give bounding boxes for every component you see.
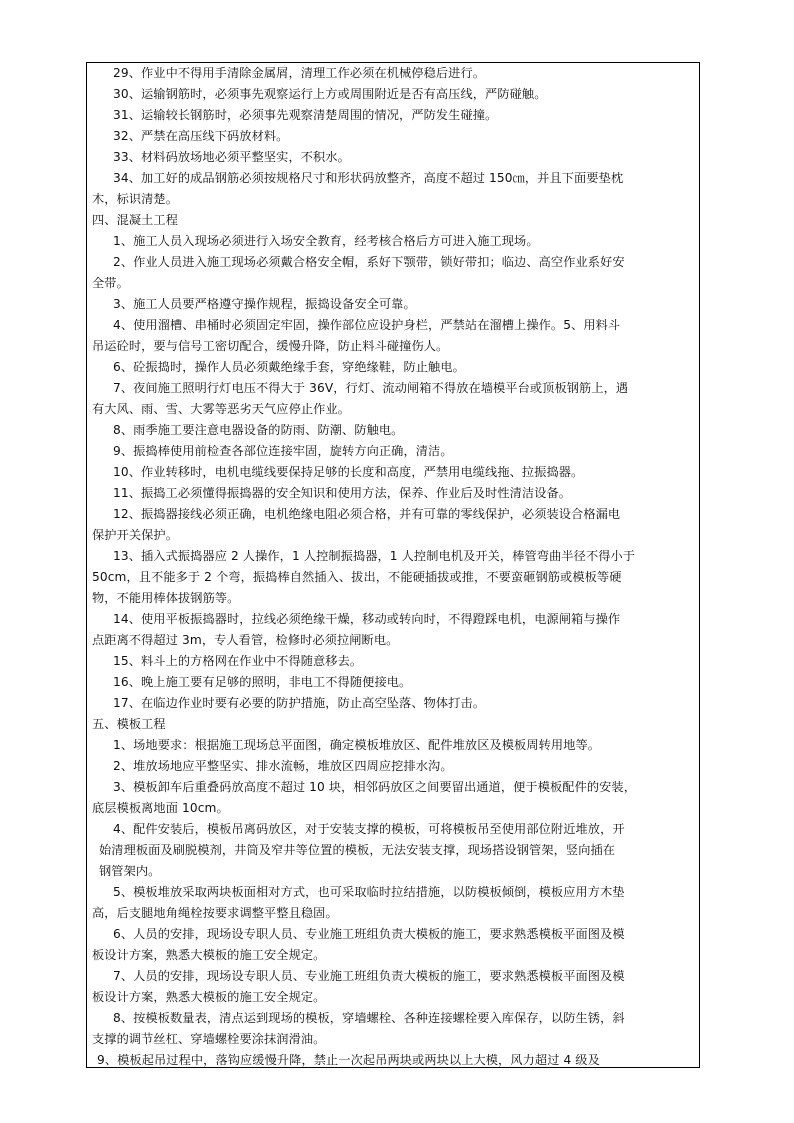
line-text: 17、在临边作业时要有必要的防护措施，防止高空坠落、物体打击。 xyxy=(113,696,486,710)
text-line xyxy=(87,882,727,902)
text-line xyxy=(87,966,727,986)
text-line xyxy=(87,84,727,104)
line-text: 底层模板离地面 10cm。 xyxy=(92,801,229,815)
text-line xyxy=(87,525,706,545)
text-line xyxy=(87,147,727,167)
line-text: 11、振捣工必须懂得振捣器的安全知识和使用方法，保养、作业后及时性清洁设备。 xyxy=(113,486,572,500)
text-line xyxy=(87,378,727,398)
text-line xyxy=(87,294,727,314)
line-text: 32、严禁在高压线下码放材料。 xyxy=(113,129,289,143)
line-text: 13、插入式振捣器应 2 人操作，1 人控制振捣器，1 人控制电机及开关，棒管弯曲半径不得小于 xyxy=(113,549,636,563)
line-text: 3、施工人员要严格遵守操作规程，振捣设备安全可靠。 xyxy=(113,297,416,311)
line-text: 12、振捣器接线必须正确，电机绝缘电阻必须合格，并有可靠的零线保护，必须装设合格漏电 xyxy=(113,507,621,521)
line-text: 2、作业人员进入施工现场必须戴合格安全帽，系好下颚带，锁好带扣；临边、高空作业系好安 xyxy=(113,255,625,269)
line-text: 9、模板起吊过程中，落钩应缓慢升降，禁止一次起吊两块或两块以上大模，风力超过 4 级及 xyxy=(97,1053,600,1067)
line-text: 9、振捣棒使用前检查各部位连接牢固，旋转方向正确，清洁。 xyxy=(113,444,453,458)
line-text: 14、使用平板振捣器时，拉线必须绝缘干燥，移动或转向时，不得蹬踩电机，电源闸箱与操作 xyxy=(113,612,621,626)
text-line xyxy=(87,210,706,230)
text-line xyxy=(87,588,706,608)
text-line xyxy=(87,420,727,440)
line-text: 点距离不得超过 3m，专人看管，检修时必须拉闸断电。 xyxy=(92,633,399,647)
text-line xyxy=(87,861,713,881)
text-line xyxy=(87,504,727,524)
line-text: 7、人员的安排，现场设专职人员、专业施工班组负责大模板的施工，要求熟悉模板平面图及模 xyxy=(113,969,625,983)
line-text: 4、使用溜槽、串桶时必须固定牢固，操作部位应设护身栏，严禁站在溜槽上操作。5、用料斗 xyxy=(113,318,621,332)
line-text: 保护开关保护。 xyxy=(92,528,179,542)
line-text: 物，不能用棒体拔钢筋等。 xyxy=(92,591,240,605)
line-text: 五、模板工程 xyxy=(92,717,166,731)
text-line xyxy=(87,546,727,566)
text-line xyxy=(87,483,727,503)
text-line xyxy=(87,798,706,818)
line-text: 7、夜间施工照明行灯电压不得大于 36V，行灯、流动闸箱不得放在墙模平台或顶板钢筋上，遇 xyxy=(113,381,629,395)
line-text: 全带。 xyxy=(92,276,129,290)
line-text: 5、模板堆放采取两块板面相对方式，也可采取临时拉结措施，以防模板倾倒，模板应用方木垫 xyxy=(113,885,625,899)
text-line xyxy=(87,630,706,650)
line-text: 34、加工好的成品钢筋必须按规格尺寸和形状码放整齐，高度不超过 150㎝，并且下面要垫枕 xyxy=(113,171,624,185)
text-line xyxy=(87,924,727,944)
text-line xyxy=(87,315,727,335)
line-text: 1、施工人员入现场必须进行入场安全教育，经考核合格后方可进入施工现场。 xyxy=(113,234,539,248)
line-text: 29、作业中不得用手清除金属屑，清理工作必须在机械停稳后进行。 xyxy=(113,66,486,80)
line-text: 四、混凝土工程 xyxy=(92,213,179,227)
line-text: 15、料斗上的方格网在作业中不得随意移去。 xyxy=(113,654,363,668)
line-text: 板设计方案，熟悉大模板的施工安全规定。 xyxy=(92,990,326,1004)
text-line xyxy=(87,987,706,1007)
line-text: 木，标识清楚。 xyxy=(92,192,179,206)
text-line xyxy=(87,714,706,734)
line-text: 4、配件安装后，模板吊离码放区，对于安装支撑的模板，可将模板吊至使用部位附近堆放，开 xyxy=(113,822,625,836)
text-line xyxy=(87,63,727,83)
text-line xyxy=(87,945,706,965)
text-line xyxy=(87,672,727,692)
line-text: 吊运砼时，要与信号工密切配合，缓慢升降，防止料斗碰撞伤人。 xyxy=(92,339,449,353)
text-line xyxy=(87,609,727,629)
text-line xyxy=(87,105,727,125)
text-line xyxy=(87,693,727,713)
text-line xyxy=(87,735,727,755)
text-line xyxy=(87,1029,706,1049)
line-text: 始清理板面及刷脱模剂，井筒及窄井等位置的模板，无法安装支撑，现场搭设钢管架，竖向插在 xyxy=(99,843,616,857)
text-line xyxy=(87,126,727,146)
text-line xyxy=(87,399,706,419)
text-line xyxy=(87,441,727,461)
text-line xyxy=(87,168,727,188)
line-text: 50cm，且不能多于 2 个弯，振捣棒自然插入、拔出，不能硬插拔或推，不要蛮砸钢筋或模板等硬 xyxy=(92,570,622,584)
text-line xyxy=(87,273,706,293)
line-text: 10、作业转移时，电机电缆线要保持足够的长度和高度，严禁用电缆线拖、拉振捣器。 xyxy=(113,465,584,479)
text-line xyxy=(87,903,706,923)
text-line xyxy=(87,189,706,209)
text-line xyxy=(87,336,706,356)
line-text: 8、雨季施工要注意电器设备的防雨、防潮、防触电。 xyxy=(113,423,404,437)
text-line xyxy=(87,1008,727,1028)
document-frame xyxy=(86,62,700,1068)
text-line xyxy=(87,462,727,482)
text-line xyxy=(87,231,727,251)
line-text: 16、晚上施工要有足够的照明，非电工不得随便接电。 xyxy=(113,675,412,689)
line-text: 2、堆放场地应平整坚实、排水流畅，堆放区四周应挖排水沟。 xyxy=(113,759,453,773)
line-text: 高，后支腿地角绳栓按要求调整平整且稳固。 xyxy=(92,906,338,920)
line-text: 板设计方案，熟悉大模板的施工安全规定。 xyxy=(92,948,326,962)
text-line xyxy=(87,357,727,377)
text-line xyxy=(87,252,727,272)
text-line xyxy=(87,777,727,797)
text-line xyxy=(87,567,706,587)
line-text: 30、运输钢筋时，必须事先观察运行上方或周围附近是否有高压线，严防碰触。 xyxy=(113,87,547,101)
line-text: 6、人员的安排，现场设专职人员、专业施工班组负责大模板的施工，要求熟悉模板平面图及模 xyxy=(113,927,625,941)
line-text: 8、按模板数量表，清点运到现场的模板，穿墙螺栓、各种连接螺栓要入库保存，以防生锈，斜 xyxy=(113,1011,625,1025)
line-text: 3、模板卸车后重叠码放高度不超过 10 块，相邻码放区之间要留出通道，便于模板配件的安装， xyxy=(113,780,637,794)
text-line xyxy=(87,1050,711,1070)
line-text: 6、砼振捣时，操作人员必须戴绝缘手套，穿绝缘鞋，防止触电。 xyxy=(113,360,465,374)
text-line xyxy=(87,651,727,671)
text-line xyxy=(87,756,727,776)
line-text: 钢管架内。 xyxy=(99,864,161,878)
line-text: 31、运输较长钢筋时，必须事先观察清楚周围的情况，严防发生碰撞。 xyxy=(113,108,498,122)
line-text: 33、材料码放场地必须平整坚实，不积水。 xyxy=(113,150,350,164)
line-text: 1、场地要求：根据施工现场总平面图，确定模板堆放区、配件堆放区及模板周转用地等。 xyxy=(113,738,601,752)
line-text: 有大风、雨、雪、大雾等恶劣天气应停止作业。 xyxy=(92,402,351,416)
line-text: 支撑的调节丝杠、穿墙螺栓要涂抹润滑油。 xyxy=(92,1032,326,1046)
text-line xyxy=(87,840,713,860)
text-line xyxy=(87,819,727,839)
